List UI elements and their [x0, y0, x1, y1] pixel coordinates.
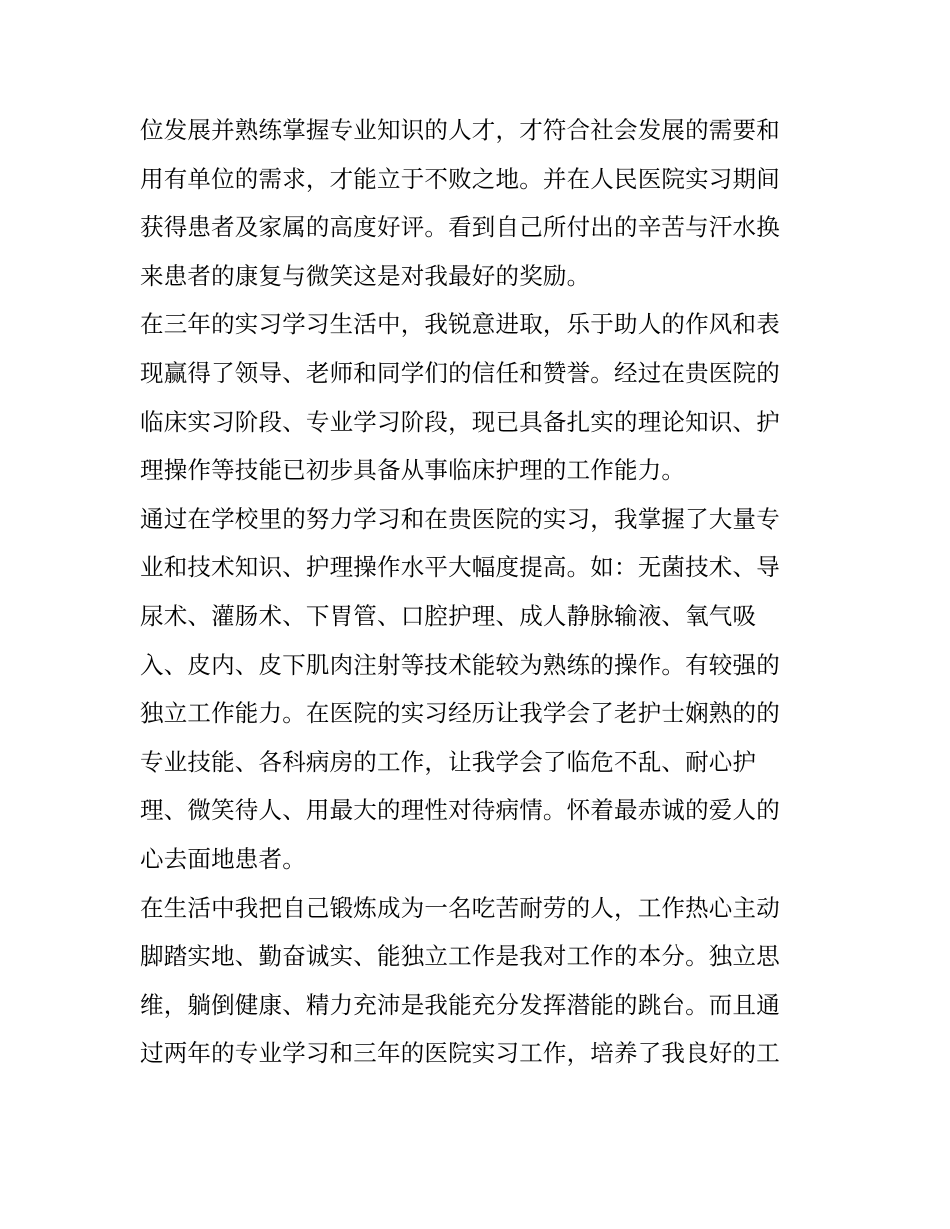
- text-line: 在生活中我把自己锻炼成为一名吃苦耐劳的人，工作热心主动: [140, 893, 780, 922]
- text-line: 临床实习阶段、专业学习阶段，现已具备扎实的理论知识、护: [140, 407, 780, 436]
- text-line: 业和技术知识、护理操作水平大幅度提高。如：无菌技术、导: [140, 553, 780, 582]
- text-line: 理操作等技能已初步具备从事临床护理的工作能力。: [140, 456, 686, 485]
- text-line: 现赢得了领导、老师和同学们的信任和赞誉。经过在贵医院的: [140, 358, 780, 387]
- text-line: 独立工作能力。在医院的实习经历让我学会了老护士娴熟的的: [140, 699, 780, 728]
- paragraph-4: [140, 884, 820, 1078]
- text-line: 在三年的实习学习生活中，我锐意进取，乐于助人的作风和表: [140, 310, 780, 339]
- text-line: 获得患者及家属的高度好评。看到自己所付出的辛苦与汗水换: [140, 213, 780, 242]
- paragraph-1: [140, 106, 820, 300]
- text-line: 用有单位的需求，才能立于不败之地。并在人民医院实习期间: [140, 164, 780, 193]
- text-line: 尿术、灌肠术、下胃管、口腔护理、成人静脉输液、氧气吸: [140, 601, 757, 630]
- text-line: 脚踏实地、勤奋诚实、能独立工作是我对工作的本分。独立思: [140, 942, 780, 971]
- text-line: 入、皮内、皮下肌肉注射等技术能较为熟练的操作。有较强的: [140, 650, 780, 679]
- text-line: 专业技能、各科病房的工作，让我学会了临危不乱、耐心护: [140, 747, 757, 776]
- text-line: 心去面地患者。: [140, 844, 306, 873]
- paragraph-2: [140, 300, 820, 494]
- paragraph-3: [140, 495, 820, 884]
- text-line: 位发展并熟练掌握专业知识的人才，才符合社会发展的需要和: [140, 116, 780, 144]
- text-line: 维，躺倒健康、精力充沛是我能充分发挥潜能的跳台。而且通: [140, 990, 780, 1019]
- text-line: 通过在学校里的努力学习和在贵医院的实习，我掌握了大量专: [140, 504, 780, 533]
- document-body: [140, 106, 820, 1078]
- text-line: 过两年的专业学习和三年的医院实习工作，培养了我良好的工: [140, 1039, 780, 1068]
- text-line: 理、微笑待人、用最大的理性对待病情。怀着最赤诚的爱人的: [140, 796, 780, 825]
- text-line: 来患者的康复与微笑这是对我最好的奖励。: [140, 261, 591, 290]
